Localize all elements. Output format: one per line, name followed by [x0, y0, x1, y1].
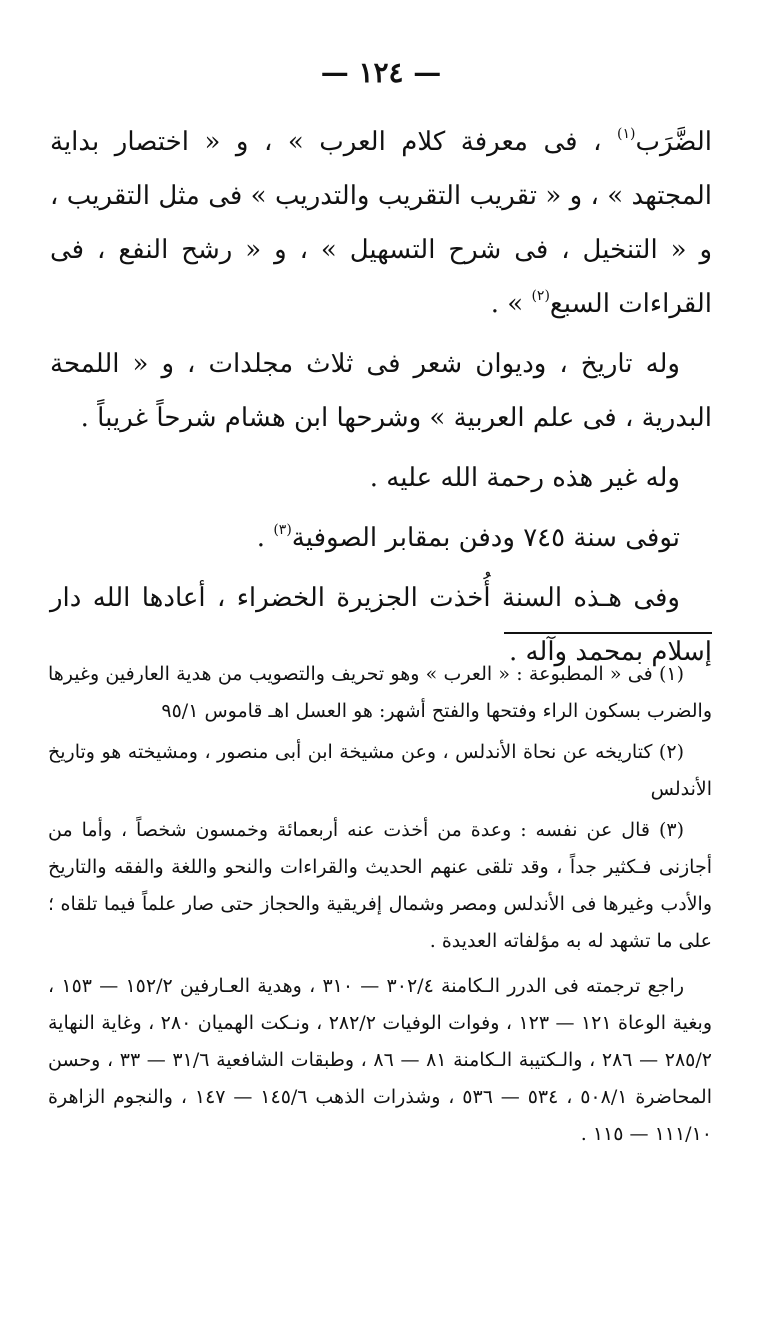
footnote-ref-2: (٢): [531, 288, 550, 304]
paragraph-works: [50, 115, 712, 331]
footnotes: [48, 656, 712, 1157]
paragraph-death: [50, 511, 712, 565]
paragraph-death-text: توفى سنة ٧٤٥ ودفن بمقابر الصوفية: [291, 523, 680, 553]
paragraph-works-end: » .: [490, 289, 532, 319]
main-text: [50, 115, 712, 679]
paragraph-history: وله تاريخ ، وديوان شعر فى ثلاث مجلدات ، و « اللمحة البدرية ، فى علم العربية » وشرحها ابن هشام شرحاً غريباً .: [50, 349, 712, 433]
page-number: — ١٢٤ —: [320, 56, 442, 89]
paragraph-death-end: .: [256, 523, 274, 553]
footnote-divider: [504, 632, 712, 634]
paragraph-other: وله غير هذه رحمة الله عليه .: [369, 463, 680, 493]
footnote-2: (٢) كتاريخه عن نحاة الأندلس ، وعن مشيخة ابن أبى منصور ، ومشيخته هو وتاريخ الأندلس: [48, 741, 712, 800]
paragraph-works-start: الضَّرَب: [635, 127, 712, 157]
references: راجع ترجمته فى الدرر الـكامنة ٣٠٢/٤ — ٣١٠ ، وهدية العـارفين ١٥٢/٢ — ١٥٣ ، وبغية الوعاة ١٢١ — ١٢٣ ، وفوات الوفيات ٢٨٢/٢ ، ونـكت الهميان ٢٨٠ ، وغاية النهاية ٢٨٥/٢ — ٢٨٦ ، والـكتيبة الـكامنة ٨١ — ٨٦ ، وطبقات الشافعية ٣١/٦ — ٣٣ ، وحسن المحاضرة ٥٠٨/١ ، ٥٣٤ — ٥٣٦ ، وشذرات الذهب ١٤٥/٦ — ١٤٧ ، والنجوم الزاهرة ١١١/١٠ — ١١٥ .: [48, 975, 712, 1145]
paragraph-works-body: ، فى معرفة كلام العرب » ، و « اختصار بداية المجتهد » ، و « تقريب التقريب والتدريب » فى مثل التقريب ، و « التنخيل ، فى شرح التسهيل » ، و « رشح النفع ، فى القراءات السبع: [50, 127, 712, 319]
footnote-1: (١) فى « المطبوعة : « العرب » وهو تحريف والتصويب من هدية العارفين وغيرها والضرب بسكون الراء وفتحها والفتح أشهر: هو العسل اهـ قاموس ٩٥/١: [48, 663, 712, 722]
footnote-ref-3: (٣): [273, 522, 292, 538]
footnote-ref-1: (١): [617, 126, 636, 142]
paragraph-island: وفى هـذه السنة أُخذت الجزيرة الخضراء ، أعادها الله دار إسلام بمحمد وآله .: [50, 583, 712, 667]
footnote-3: (٣) قال عن نفسه : وعدة من أخذت عنه أربعمائة وخمسون شخصاً ، وأما من أجازنى فـكثير جداً ، وقد تلقى عنهم الحديث والقراءات والنحو واللغة والفقه والتاريخ والأدب وغيرها فى الأندلس ومصر وشمال إفريقية والحجاز حتى صار علماً فيما تلقاه ؛ على ما تشهد له به مؤلفاته العديدة .: [48, 819, 712, 952]
